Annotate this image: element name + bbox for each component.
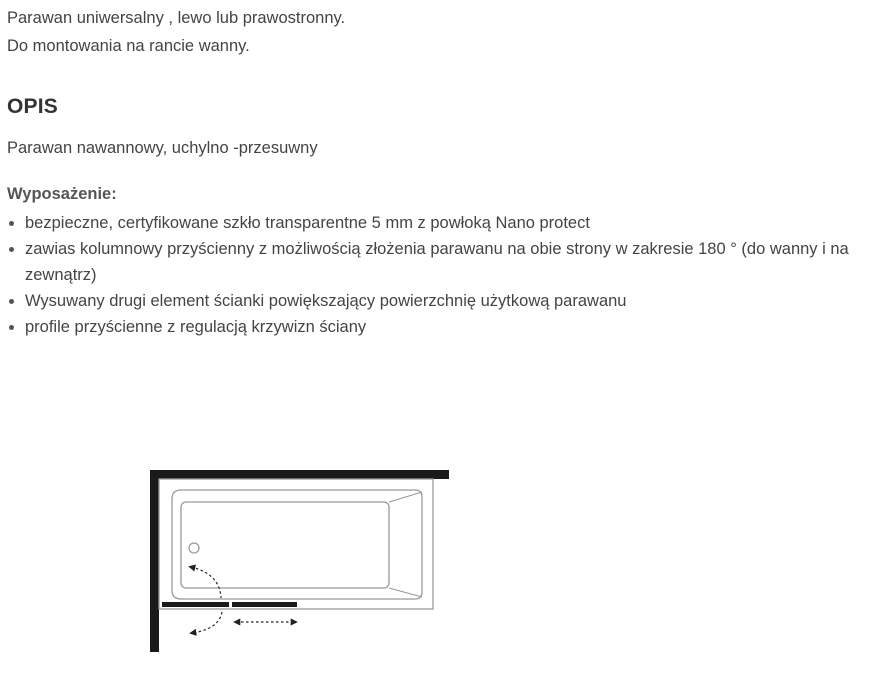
feature-item: zawias kolumnowy przyścienny z możliwością złożenia parawanu na obie strony w zakresie 180 ° (do wanny i na zewnątrz) <box>7 236 862 288</box>
swing-arrow-inner-icon <box>191 567 221 598</box>
bathtub-floor <box>181 502 389 588</box>
glass-panel-sliding <box>232 602 297 607</box>
feature-item: Wysuwany drugi element ścianki powiększający powierzchnię użytkową parawanu <box>7 288 862 314</box>
wall-left <box>150 470 159 652</box>
feature-item: bezpieczne, certyfikowane szkło transparentne 5 mm z powłoką Nano protect <box>7 210 862 236</box>
equipment-label: Wyposażenie: <box>7 185 117 203</box>
product-description: Parawan nawannowy, uchylno -przesuwny <box>7 139 318 157</box>
wall-top <box>150 470 449 479</box>
intro-line-1: Parawan uniwersalny , lewo lub prawostronny. <box>7 9 346 27</box>
glass-panel-hinged <box>162 602 229 607</box>
section-heading: OPIS <box>7 95 58 118</box>
intro-line-2: Do montowania na rancie wanny. <box>7 37 250 55</box>
bathtub-basin <box>172 490 422 599</box>
bathtub-screen-plan-icon <box>145 466 455 658</box>
intro-text <box>7 4 345 60</box>
bathtub-rim <box>159 479 433 609</box>
feature-item: profile przyścienne z regulacją krzywizn ściany <box>7 314 862 340</box>
drain-icon <box>189 543 199 553</box>
features-list <box>7 210 862 340</box>
swing-arrow-outer-icon <box>192 612 222 633</box>
